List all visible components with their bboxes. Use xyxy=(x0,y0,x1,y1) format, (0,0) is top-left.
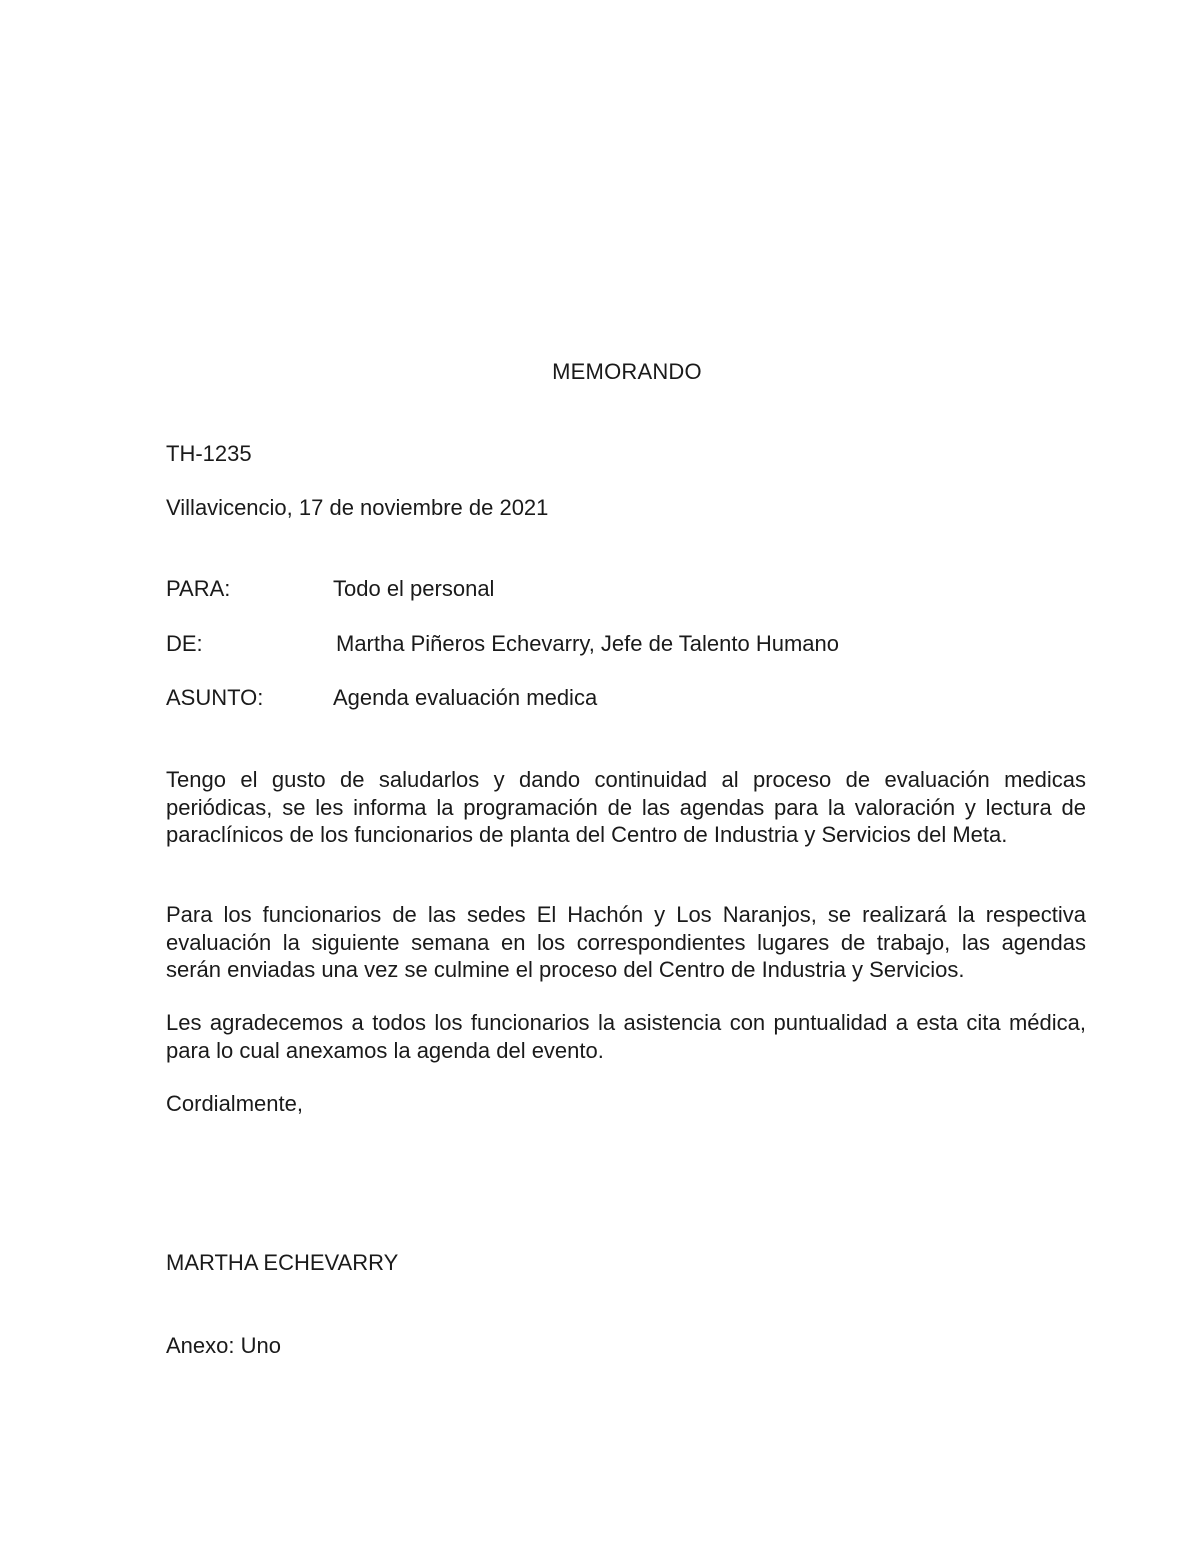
de-value: Martha Piñeros Echevarry, Jefe de Talento Humano xyxy=(336,631,840,656)
para-value: Todo el personal xyxy=(333,576,495,601)
memo-reference: TH-1235 xyxy=(166,441,252,466)
body-paragraph-2: Para los funcionarios de las sedes El Hachón y Los Naranjos, se realizará la respectiva evaluación la siguiente semana en los correspondientes lugares de trabajo, las agendas serán enviadas una vez se culmine el proceso del Centro de Industria y Servicios. xyxy=(166,902,1086,982)
de-label: DE: xyxy=(166,631,203,656)
body-paragraph-1: Tengo el gusto de saludarlos y dando continuidad al proceso de evaluación medicas periódicas, se les informa la programación de las agendas para la valoración y lectura de paraclínicos de los funcionarios de planta del Centro de Industria y Servicios del Meta. xyxy=(166,767,1086,847)
closing: Cordialmente, xyxy=(166,1091,303,1116)
asunto-label: ASUNTO: xyxy=(166,685,264,710)
asunto-value: Agenda evaluación medica xyxy=(333,685,598,710)
para-label: PARA: xyxy=(166,576,231,601)
signatory-name: MARTHA ECHEVARRY xyxy=(166,1250,399,1275)
memo-title: MEMORANDO xyxy=(552,359,702,384)
memo-place-date: Villavicencio, 17 de noviembre de 2021 xyxy=(166,495,549,520)
body-paragraph-3: Les agradecemos a todos los funcionarios la asistencia con puntualidad a esta cita médica, para lo cual anexamos la agenda del evento. xyxy=(166,1010,1086,1063)
annex: Anexo: Uno xyxy=(166,1333,281,1358)
